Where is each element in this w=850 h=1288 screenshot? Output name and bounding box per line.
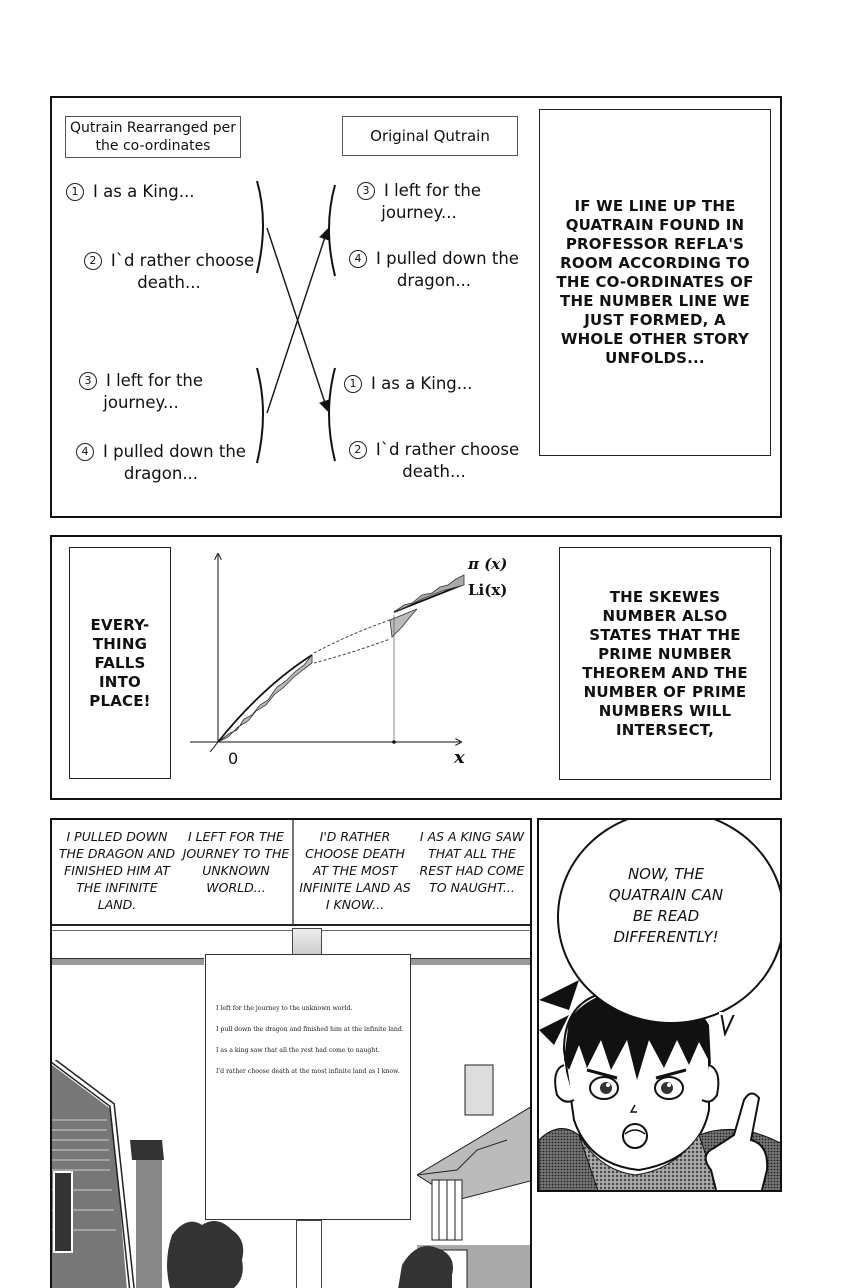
line-text: I`d rather choose death... <box>110 251 255 292</box>
line-text: I as a King... <box>371 374 473 393</box>
circled-number: 3 <box>79 372 97 390</box>
left-caption-text: EVERY- THING FALLS INTO PLACE! <box>89 615 151 710</box>
narration-text: IF WE LINE UP THE QUATRAIN FOUND IN PROFESSOR REFLA'S ROOM ACCORDING TO THE CO-ORDINATES OF THE NUMBER LINE WE JUST FORMED, A WHOLE OTHER STORY UNFOLDS... <box>556 197 754 367</box>
right-line-1 <box>344 180 494 224</box>
circled-number: 1 <box>66 183 84 201</box>
speech-bubble-tail <box>719 1012 739 1036</box>
right-caption-box <box>559 547 771 780</box>
left-line-3 <box>66 370 216 414</box>
line-text: I pulled down the dragon... <box>376 249 519 290</box>
panel-skewes-graph <box>50 535 782 800</box>
caption-3: I'D RATHER CHOOSE DEATH AT THE MOST INFINITE LAND AS I KNOW... <box>299 829 411 912</box>
rearranged-header <box>65 116 241 158</box>
circled-number: 3 <box>357 182 375 200</box>
quatrain-sign <box>205 954 411 1220</box>
origin-label: 0 <box>228 749 239 768</box>
post-bottom <box>296 1220 322 1288</box>
line-text: I`d rather choose death... <box>375 440 520 481</box>
sign-line-1: I left for the journey to the unknown world. <box>216 1005 353 1012</box>
circled-number: 2 <box>84 252 102 270</box>
caption-1: I PULLED DOWN THE DRAGON AND FINISHED HIM AT THE INFINITE LAND. <box>58 829 176 912</box>
caption-2: I LEFT FOR THE JOURNEY TO THE UNKNOWN WORLD... <box>182 829 290 895</box>
line-text: I left for the journey... <box>103 371 204 412</box>
sign-line-4: I'd rather choose death at the most infinite land as I know. <box>216 1068 400 1075</box>
panel-quatrain-comparison <box>50 96 782 518</box>
rearranged-header-text: Qutrain Rearranged per the co-ordinates <box>69 120 237 154</box>
line-text: I left for the journey... <box>381 181 482 222</box>
right-tree-illustration <box>397 1240 457 1288</box>
right-line-4 <box>344 439 524 483</box>
line-text: I as a King... <box>93 182 195 201</box>
caption-strip <box>52 820 532 926</box>
speech-text: NOW, THE QUATRAIN CAN BE READ DIFFERENTLY! <box>608 865 724 946</box>
circled-number: 2 <box>349 441 367 459</box>
rail-right <box>410 958 532 965</box>
right-line-3 <box>344 373 534 395</box>
sign-line-2: I pull down the dragon and finished him at the infinite land. <box>216 1026 404 1033</box>
sign-line-3: I as a king saw that all the rest had come to naught. <box>216 1047 380 1054</box>
circled-number: 1 <box>344 375 362 393</box>
crossing-arrows-diagram <box>247 173 347 473</box>
panel-character-speech <box>537 818 782 1192</box>
narration-box <box>539 109 771 456</box>
left-tree-illustration <box>162 1215 252 1288</box>
original-header-text: Original Qutrain <box>370 127 490 145</box>
caption-4: I AS A KING SAW THAT ALL THE REST HAD COME TO NAUGHT... <box>419 829 525 895</box>
left-line-4 <box>66 441 256 485</box>
right-line-2 <box>344 248 524 292</box>
original-header <box>342 116 518 156</box>
left-line-2 <box>66 250 264 294</box>
left-caption-box <box>69 547 171 779</box>
panel-sign-scene <box>50 818 532 1288</box>
circled-number: 4 <box>76 443 94 461</box>
rail-left <box>52 958 204 965</box>
left-house-illustration <box>52 1060 172 1288</box>
x-axis-label: x <box>454 747 465 768</box>
pi-x-label: π (x) <box>468 555 508 573</box>
circled-number: 4 <box>349 250 367 268</box>
li-x-label: Li(x) <box>468 581 508 599</box>
line-text: I pulled down the dragon... <box>103 442 246 483</box>
right-caption-text: THE SKEWES NUMBER ALSO STATES THAT THE PRIME NUMBER THEOREM AND THE NUMBER OF PRIME NUMBERS WILL INTERSECT, <box>582 587 748 739</box>
left-line-1 <box>66 181 256 203</box>
